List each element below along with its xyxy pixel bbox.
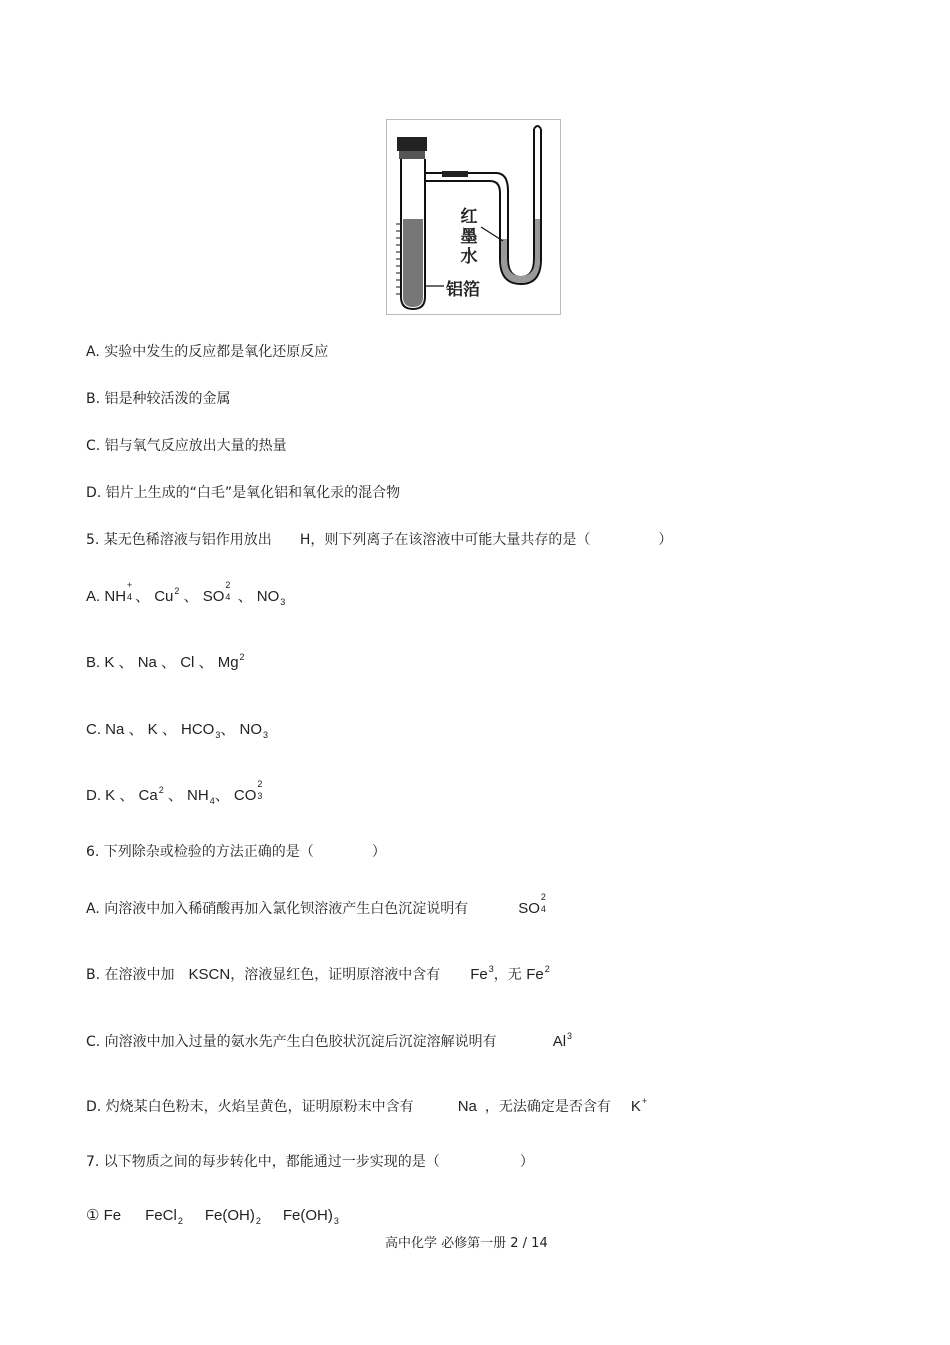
q6-option-b: B. 在溶液中加 KSCN，溶液显红色，证明原溶液中含有 Fe$^3$，无 Fe$^2$ — [86, 964, 550, 983]
q6-b-text3: ，无 — [493, 967, 522, 983]
q6-stem-end: ） — [371, 844, 386, 860]
q6-stem-text: 6. 下列除杂或检验的方法正确的是（ — [86, 844, 314, 860]
q6-c-text: C. 向溶液中加入过量的氨水先产生白色胶状沉淀后沉淀溶解说明有 — [86, 1034, 497, 1050]
q4-option-a: A. 实验中发生的反应都是氧化还原反应 — [86, 344, 329, 360]
q5-stem-end: ） — [658, 532, 673, 548]
label-red-ink-1: 红 — [460, 207, 478, 227]
q5-stem — [86, 529, 672, 549]
q6-b-kscn: KSCN — [188, 966, 231, 983]
q5-stem-part2: ，则下列离子在该溶液中可能大量共存的是（ — [310, 532, 591, 548]
q6-a-text: A. 向溶液中加入稀硝酸再加入氯化钡溶液产生白色沉淀说明有 — [86, 901, 469, 917]
q5-d-prefix: D. — [86, 787, 101, 804]
q7-stem-text: 7. 以下物质之间的每步转化中，都能通过一步实现的是（ — [86, 1154, 440, 1170]
q6-b-text2: ，溶液显红色，证明原溶液中含有 — [230, 967, 441, 983]
experiment-figure — [386, 119, 561, 315]
q6-stem — [86, 841, 386, 861]
label-red-ink-3: 水 — [460, 247, 478, 267]
q5-option-b: B. K 、 Na 、 Cl 、 Mg$^2$ — [86, 652, 245, 671]
q6-d-text1: D. 灼烧某白色粉末，火焰呈黄色，证明原粉末中含有 — [86, 1099, 414, 1115]
label-aluminum-foil: 铝箔 — [446, 280, 480, 300]
q7-item1-num: ① — [86, 1207, 100, 1224]
label-red-ink — [458, 207, 480, 267]
q7-stem — [86, 1151, 534, 1171]
q7-stem-end: ） — [519, 1154, 534, 1170]
q6-d-text2: ，无法确定是否含有 — [484, 1099, 611, 1115]
q5-stem-part1: 5. 某无色稀溶液与铝作用放出 — [86, 532, 272, 548]
q6-option-c: C. 向溶液中加入过量的氨水先产生白色胶状沉淀后沉淀溶解说明有 Al$^3$ — [86, 1031, 573, 1050]
q5-option-a: A. NH + 4 、 Cu$^2$ 、 SO 2 4 、 $NO_3$ — [86, 580, 286, 607]
q5-stem-h: H — [299, 532, 311, 548]
q5-c-prefix: C. — [86, 721, 101, 738]
q6-option-d: D. 灼烧某白色粉末，火焰呈黄色，证明原粉末中含有 Na ，无法确定是否含有 K+ — [86, 1096, 648, 1115]
q4-option-c: C. 铝与氧气反应放出大量的热量 — [86, 438, 287, 454]
q4-option-d: D. 铝片上生成的“白毛”是氧化铝和氧化汞的混合物 — [86, 485, 401, 501]
q5-b-prefix: B. — [86, 654, 101, 671]
q5-a-prefix: A. — [86, 588, 101, 605]
label-red-ink-2: 墨 — [460, 227, 478, 247]
q5-option-c: C. Na 、 K 、 $HCO_3$、 $NO_3$ — [86, 721, 269, 740]
page-footer: 高中化学 必修第一册 2 / 14 — [385, 1236, 548, 1251]
q6-option-a: A. 向溶液中加入稀硝酸再加入氯化钡溶液产生白色沉淀说明有 SO 2 4 — [86, 892, 546, 917]
q4-option-b: B. 铝是种较活泼的金属 — [86, 391, 231, 407]
q6-b-text1: B. 在溶液中加 — [86, 967, 175, 983]
q5-option-d: D. K 、 Ca$^2$ 、 $NH_4$、 CO 2 3 — [86, 779, 263, 806]
q7-item-1: ① Fe FeCl$_2$ $Fe(OH)_2$ $Fe(OH)_3$ — [86, 1207, 339, 1226]
